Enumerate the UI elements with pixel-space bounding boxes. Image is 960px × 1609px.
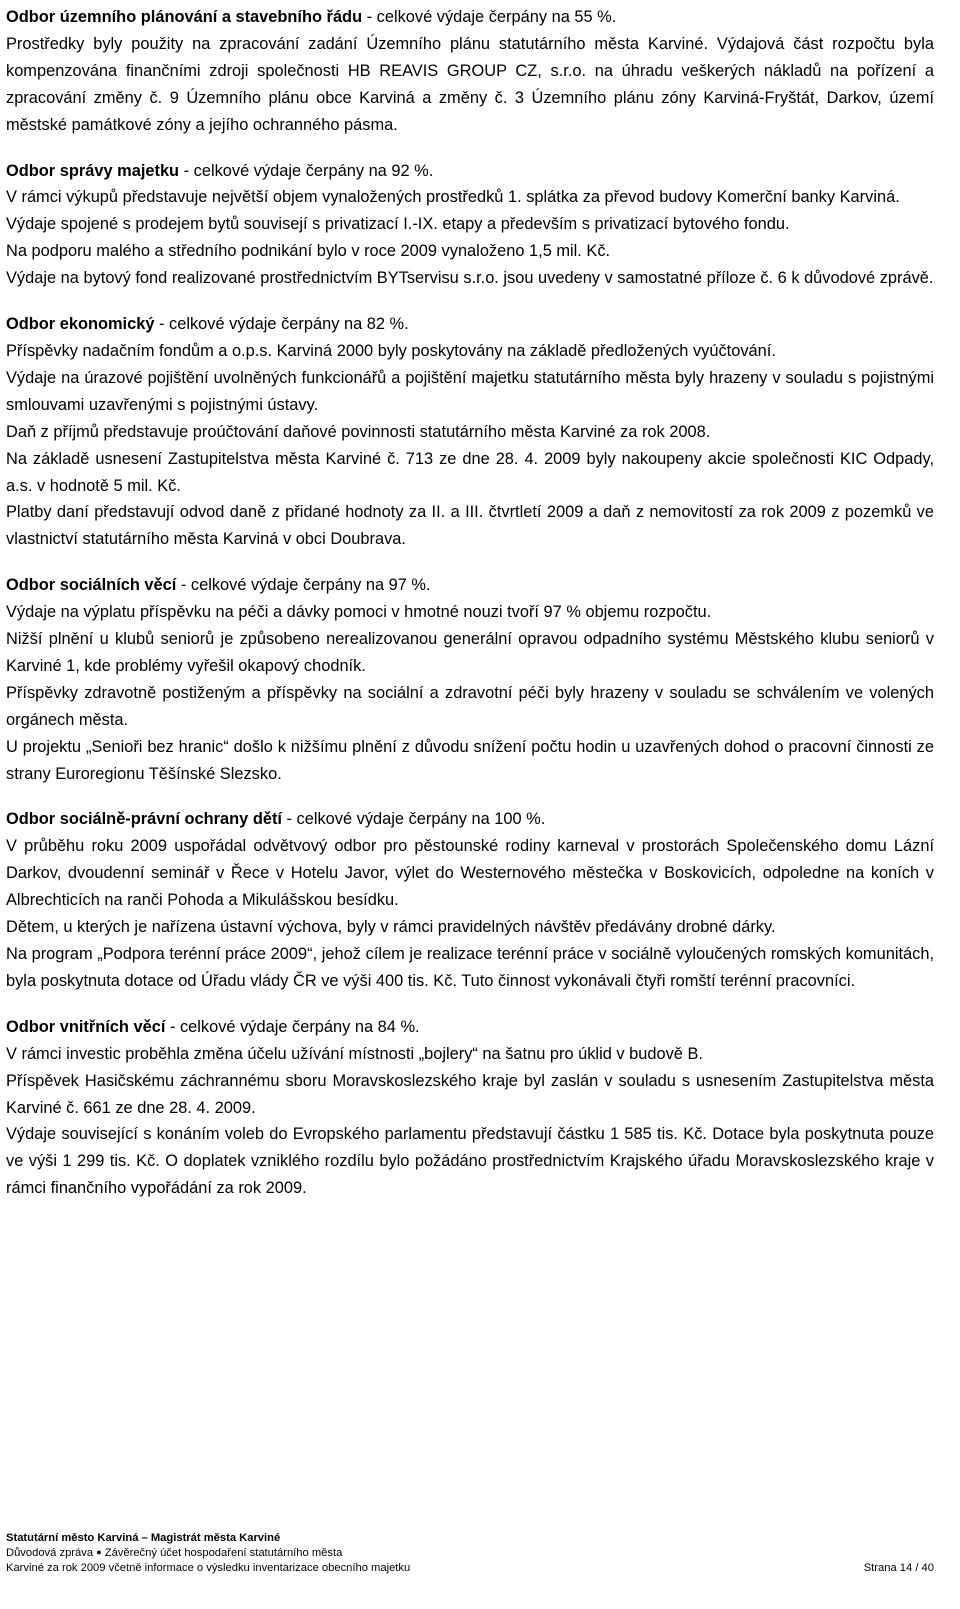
spending-summary: - celkové výdaje čerpány na 84 %.: [165, 1017, 420, 1036]
department-section: [6, 311, 934, 553]
spending-summary: - celkové výdaje čerpány na 92 %.: [179, 161, 434, 180]
paragraph: Na program „Podpora terénní práce 2009“, jehož cílem je realizace terénní práce v sociálně vyloučených romských komunitách, byla poskytnuta dotace od Úřadu vlády ČR ve výši 400 tis. Kč. Tuto činnost vykonávali čtyři romští terénní pracovníci.: [6, 945, 934, 990]
footer-organization: Statutární město Karviná – Magistrát města Karviné: [6, 1532, 281, 1544]
section-heading: [6, 311, 934, 338]
department-name: Odbor ekonomický: [6, 315, 155, 334]
department-section: [6, 572, 934, 787]
department-section: [6, 158, 934, 293]
department-name: Odbor územního plánování a stavebního řádu: [6, 8, 363, 26]
department-name: Odbor sociálních věcí: [6, 576, 177, 595]
footer-report-subtitle: Závěrečný účet hospodaření statutárního města: [104, 1547, 343, 1560]
paragraph: V průběhu roku 2009 uspořádal odvětvový odbor pro pěstounské rodiny karneval v prostorách Společenského domu Lázní Darkov, dvoudenní seminář v Řece v Hotelu Javor, výlet do Westernového městečka v Boskovicích, odpoledne na koních v Albrechticích na ranči Pohoda a Mikulášskou besídku.: [6, 837, 934, 910]
bullet-icon: ●: [96, 1547, 102, 1558]
paragraph: Příspěvky zdravotně postiženým a příspěvky na sociální a zdravotní péči byly hrazeny v souladu se schválením ve volených orgánech města.: [6, 683, 934, 729]
footer-line-2: [6, 1545, 934, 1560]
document-body: [6, 4, 934, 1221]
paragraph: Výdaje na výplatu příspěvku na péči a dávky pomoci v hmotné nouzi tvoří 97 % objemu rozpočtu.: [6, 603, 712, 622]
department-section: [6, 1014, 934, 1202]
paragraph: Dětem, u kterých je nařízena ústavní výchova, byly v rámci pravidelných návštěv předávány drobné dárky.: [6, 918, 776, 937]
department-name: Odbor sociálně-právní ochrany dětí: [6, 810, 282, 829]
section-heading: [6, 158, 934, 185]
department-name: Odbor vnitřních věcí: [6, 1017, 166, 1036]
spending-summary: - celkové výdaje čerpány na 82 %.: [154, 315, 409, 334]
footer-line-3: [6, 1561, 934, 1575]
section-heading: [6, 4, 934, 31]
paragraph: Nižší plnění u klubů seniorů je způsobeno nerealizovanou generální opravou odpadního systému Městského klubu seniorů v Karviné 1, kde problémy vyřešil okapový chodník.: [6, 630, 934, 675]
paragraph: Daň z příjmů představuje proúčtování daňové povinnosti statutárního města Karviné za rok 2008.: [6, 422, 711, 441]
spending-summary: - celkové výdaje čerpány na 100 %.: [281, 810, 546, 829]
paragraph: Prostředky byly použity na zpracování zadání Územního plánu statutárního města Karviné. Výdajová část rozpočtu byla kompenzována finančními zdroji společnosti HB REAVIS GROUP CZ, s.r.o. na úhradu veškerých nákladů na pořízení a zpracování změny č. 9 Územního plánu obce Karviná a změny č. 3 Územního plánu zóny Karviná-Fryštát, Darkov, území městské památkové zóny a jejího ochranného pásma.: [6, 34, 934, 134]
paragraph: U projektu „Senioři bez hranic“ došlo k nižšímu plnění z důvodu snížení počtu hodin u uzavřených dohod o pracovní činnosti ze strany Euroregionu Těšínské Slezsko.: [6, 737, 934, 783]
paragraph: Příspěvek Hasičskému záchrannému sboru Moravskoslezského kraje byl zaslán v souladu s usnesením Zastupitelstva města Karviné č. 661 ze dne 28. 4. 2009.: [6, 1071, 934, 1117]
paragraph: Výdaje na úrazové pojištění uvolněných funkcionářů a pojištění majetku statutárního města byly hrazeny v souladu s pojistnými smlouvami uzavřenými s pojistnými ústavy.: [6, 368, 934, 414]
paragraph: Platby daní představují odvod daně z přidané hodnoty za II. a III. čtvrtletí 2009 a daň z nemovitostí za rok 2009 z pozemků ve vlastnictví statutárního města Karviná v obci Doubrava.: [6, 503, 934, 549]
spending-summary: - celkové výdaje čerpány na 97 %.: [176, 576, 431, 595]
section-heading: [6, 1014, 934, 1041]
section-heading: [6, 806, 934, 833]
paragraph: Výdaje spojené s prodejem bytů souvisejí s privatizací I.-IX. etapy a především s privatizací bytového fondu.: [6, 215, 790, 234]
paragraph: Výdaje související s konáním voleb do Evropského parlamentu představují částku 1 585 tis. Kč. Dotace byla poskytnuta pouze ve výši 1 299 tis. Kč. O doplatek vzniklého rozdílu bylo požádáno prostřednictvím Krajského úřadu Moravskoslezského kraje v rámci finančního vypořádání za rok 2009.: [6, 1125, 934, 1198]
footer-report-name: Důvodová zpráva: [6, 1547, 94, 1560]
paragraph: Na základě usnesení Zastupitelstva města Karviné č. 713 ze dne 28. 4. 2009 byly nakoupeny akcie společnosti KIC Odpady, a.s. v hodnotě 5 mil. Kč.: [6, 449, 934, 495]
spending-summary: - celkové výdaje čerpány na 55 %.: [362, 8, 617, 26]
paragraph: Příspěvky nadačním fondům a o.p.s. Karviná 2000 byly poskytovány na základě předložených vyúčtování.: [6, 341, 776, 360]
paragraph: Na podporu malého a středního podnikání bylo v roce 2009 vynaloženo 1,5 mil. Kč.: [6, 242, 611, 261]
paragraph: V rámci výkupů představuje největší objem vynaložených prostředků 1. splátka za převod budovy Komerční banky Karviná.: [6, 188, 900, 207]
paragraph: V rámci investic proběhla změna účelu užívání místnosti „bojlery“ na šatnu pro úklid v budově B.: [6, 1044, 703, 1063]
page-number: Strana 14 / 40: [863, 1561, 934, 1574]
section-heading: [6, 572, 934, 599]
footer-report-subtitle-cont: Karviné za rok 2009 včetně informace o výsledku inventarizace obecního majetku: [6, 1561, 411, 1574]
department-section: [6, 806, 934, 994]
paragraph: Výdaje na bytový fond realizované prostřednictvím BYTservisu s.r.o. jsou uvedeny v samostatné příloze č. 6 k důvodové zprávě.: [6, 269, 934, 288]
department-section: [6, 4, 934, 139]
page-footer: [6, 1531, 934, 1575]
department-name: Odbor správy majetku: [6, 161, 180, 180]
